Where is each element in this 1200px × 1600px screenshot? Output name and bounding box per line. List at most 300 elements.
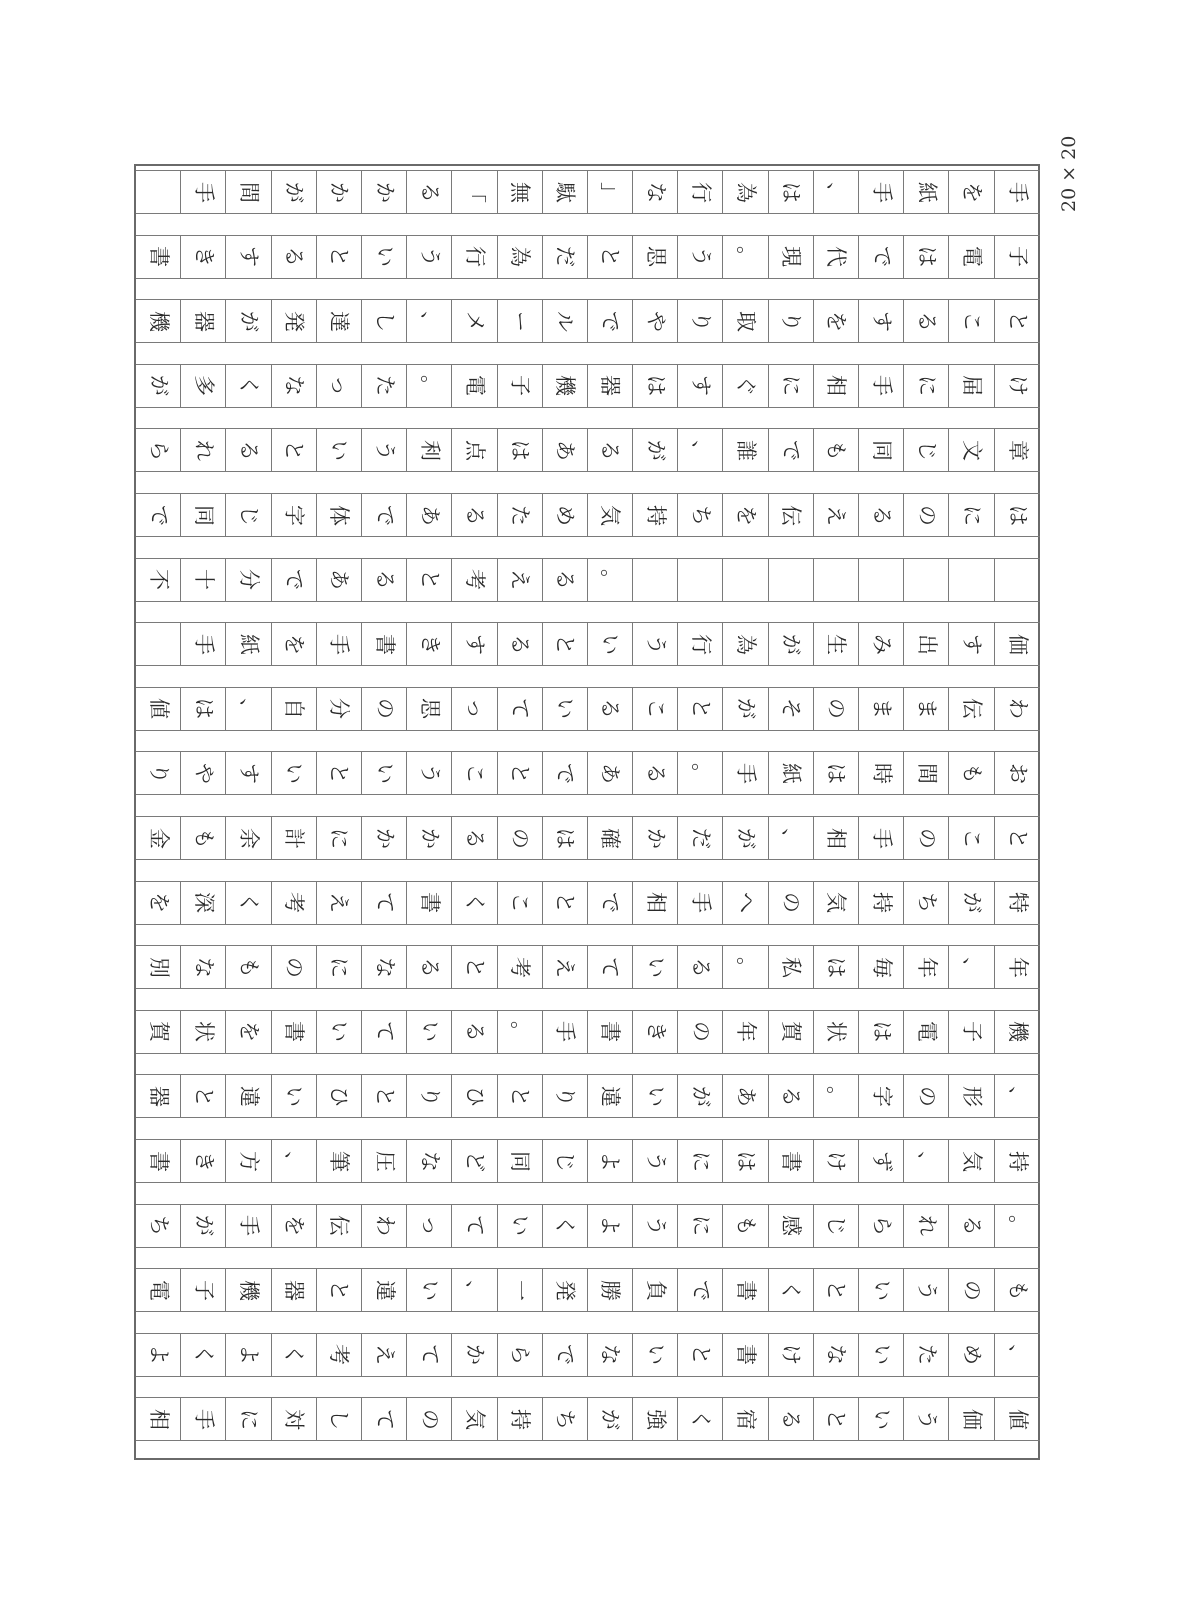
cell-character: く — [282, 1344, 307, 1366]
cell-character: 器 — [598, 375, 623, 397]
cell-character: け — [779, 1344, 804, 1366]
cell-character: す — [869, 310, 894, 332]
grid-cell — [317, 687, 362, 731]
grid-cell — [407, 816, 452, 860]
grid-cell — [452, 1139, 497, 1183]
grid-cell — [362, 881, 407, 925]
grid-cell — [272, 1010, 317, 1054]
grid-cell — [226, 1333, 271, 1377]
grid-cell — [362, 493, 407, 537]
cell-character: う — [643, 1150, 668, 1172]
cell-character: に — [688, 1150, 713, 1172]
grid-cell — [588, 1074, 633, 1118]
grid-cell — [723, 945, 768, 989]
grid-cell — [995, 1268, 1040, 1312]
cell-character: け — [824, 1150, 849, 1172]
grid-cell — [769, 428, 814, 472]
grid-cell — [226, 816, 271, 860]
cell-character: え — [327, 892, 352, 914]
cell-character: っ — [462, 698, 487, 720]
cell-character: を — [282, 1215, 307, 1237]
cell-character: る — [417, 956, 442, 978]
cell-character: 筆 — [327, 1150, 352, 1172]
grid-cell — [588, 299, 633, 343]
grid-cell — [814, 687, 859, 731]
grid-row — [136, 558, 1040, 602]
cell-character: き — [191, 246, 216, 268]
grid-cell — [136, 1397, 181, 1441]
cell-character: 書 — [598, 1021, 623, 1043]
grid-cell — [588, 493, 633, 537]
cell-character: と — [372, 1085, 397, 1107]
grid-cell — [226, 881, 271, 925]
cell-character: 考 — [508, 956, 533, 978]
grid-cell — [633, 428, 678, 472]
cell-character: き — [417, 633, 442, 655]
cell-character: と — [417, 569, 442, 591]
grid-cell — [226, 1139, 271, 1183]
grid-cell — [814, 1074, 859, 1118]
grid-cell — [272, 299, 317, 343]
cell-character: じ — [236, 504, 261, 526]
cell-character: し — [372, 310, 397, 332]
grid-cell — [226, 235, 271, 279]
cell-character: 分 — [236, 569, 261, 591]
grid-cell — [814, 751, 859, 795]
grid-cell — [723, 816, 768, 860]
grid-cell — [904, 170, 949, 214]
grid-cell — [407, 1204, 452, 1248]
cell-character: れ — [914, 1215, 939, 1237]
grid-cell — [995, 428, 1040, 472]
grid-cell — [452, 1268, 497, 1312]
cell-character: か — [372, 827, 397, 849]
grid-cell — [226, 622, 271, 666]
grid-cell — [317, 299, 362, 343]
cell-character: 書 — [734, 1279, 759, 1301]
grid-cell — [498, 1268, 543, 1312]
cell-character: お — [1005, 762, 1030, 784]
grid-cell — [226, 945, 271, 989]
grid-cell — [317, 1010, 362, 1054]
grid-cell — [949, 1010, 994, 1054]
grid-cell — [407, 364, 452, 408]
cell-character: と — [327, 762, 352, 784]
grid-cell — [904, 299, 949, 343]
grid-cell — [407, 1268, 452, 1312]
cell-character: 十 — [191, 569, 216, 591]
grid-cell — [995, 299, 1040, 343]
cell-character: 勝 — [598, 1279, 623, 1301]
grid-cell — [362, 622, 407, 666]
cell-character: て — [462, 1215, 487, 1237]
grid-cell — [995, 945, 1040, 989]
cell-character: い — [417, 1021, 442, 1043]
grid-row — [136, 1139, 1040, 1183]
cell-character: 発 — [282, 310, 307, 332]
cell-character: い — [869, 1344, 894, 1366]
grid-cell — [814, 364, 859, 408]
grid-cell — [588, 751, 633, 795]
cell-character: と — [191, 1085, 216, 1107]
grid-cell — [181, 816, 226, 860]
cell-character: 電 — [462, 375, 487, 397]
grid-cell — [181, 622, 226, 666]
grid-cell — [181, 1333, 226, 1377]
cell-character: す — [236, 246, 261, 268]
cell-character: 、 — [1005, 1085, 1030, 1107]
cell-character: あ — [734, 1085, 759, 1107]
grid-cell — [362, 299, 407, 343]
grid-cell — [407, 493, 452, 537]
grid-cell — [814, 170, 859, 214]
grid-cell — [498, 945, 543, 989]
cell-character: り — [779, 310, 804, 332]
cell-character: た — [508, 504, 533, 526]
cell-character: が — [779, 633, 804, 655]
cell-character: 届 — [959, 375, 984, 397]
cell-character: 持 — [1005, 1150, 1030, 1172]
manuscript-grid — [134, 164, 1040, 1460]
grid-cell — [317, 1139, 362, 1183]
cell-character: が — [191, 1215, 216, 1237]
cell-character: か — [417, 827, 442, 849]
grid-cell — [949, 622, 994, 666]
grid-row — [136, 945, 1040, 989]
cell-character: 手 — [869, 375, 894, 397]
cell-character: 行 — [462, 246, 487, 268]
cell-character: う — [688, 246, 713, 268]
cell-character: 機 — [1005, 1021, 1030, 1043]
grid-cell — [317, 170, 362, 214]
cell-character: た — [914, 1344, 939, 1366]
cell-character: ど — [462, 1150, 487, 1172]
cell-character: が — [643, 439, 668, 461]
cell-character: だ — [688, 827, 713, 849]
cell-character: 時 — [869, 762, 894, 784]
grid-cell — [136, 751, 181, 795]
cell-character: い — [282, 1085, 307, 1107]
grid-cell — [769, 1074, 814, 1118]
cell-character: 為 — [508, 246, 533, 268]
grid-cell — [588, 170, 633, 214]
cell-character: と — [824, 1279, 849, 1301]
grid-cell — [317, 1333, 362, 1377]
cell-character: を — [734, 504, 759, 526]
cell-character: の — [914, 827, 939, 849]
grid-cell — [407, 1074, 452, 1118]
cell-character: 気 — [959, 1150, 984, 1172]
grid-cell — [452, 1010, 497, 1054]
cell-character: 電 — [146, 1279, 171, 1301]
grid-cell — [136, 299, 181, 343]
cell-character: 方 — [236, 1150, 261, 1172]
grid-cell — [769, 235, 814, 279]
cell-character: な — [824, 1344, 849, 1366]
cell-character: が — [734, 827, 759, 849]
grid-cell — [723, 558, 768, 602]
grid-row — [136, 816, 1040, 860]
grid-cell — [272, 170, 317, 214]
grid-cell — [949, 751, 994, 795]
cell-character: 。 — [824, 1085, 849, 1107]
cell-character: い — [372, 246, 397, 268]
grid-cell — [498, 751, 543, 795]
grid-cell — [904, 816, 949, 860]
grid-cell — [588, 1268, 633, 1312]
grid-cell — [407, 1397, 452, 1441]
cell-character: と — [508, 762, 533, 784]
cell-character: を — [236, 1021, 261, 1043]
grid-cell — [995, 687, 1040, 731]
grid-cell — [995, 1333, 1040, 1377]
grid-cell — [543, 1268, 588, 1312]
grid-cell — [362, 1268, 407, 1312]
grid-cell — [543, 622, 588, 666]
grid-cell — [633, 687, 678, 731]
cell-character: 毎 — [869, 956, 894, 978]
grid-cell — [588, 1333, 633, 1377]
cell-character: 。 — [734, 956, 759, 978]
cell-character: く — [462, 892, 487, 914]
grid-cell — [995, 364, 1040, 408]
cell-character: で — [282, 569, 307, 591]
cell-character: い — [643, 956, 668, 978]
cell-character: 深 — [191, 892, 216, 914]
grid-cell — [814, 1397, 859, 1441]
grid-cell — [859, 1397, 904, 1441]
grid-cell — [588, 816, 633, 860]
cell-character: そ — [779, 698, 804, 720]
cell-character: る — [553, 569, 578, 591]
cell-character: る — [598, 439, 623, 461]
grid-cell — [136, 493, 181, 537]
grid-cell — [543, 299, 588, 343]
cell-character: か — [643, 827, 668, 849]
cell-character: と — [462, 956, 487, 978]
cell-character: る — [779, 1408, 804, 1430]
cell-character: 確 — [598, 827, 623, 849]
cell-character: り — [417, 1085, 442, 1107]
cell-character: メ — [462, 310, 487, 332]
grid-cell — [543, 1010, 588, 1054]
grid-cell — [678, 493, 723, 537]
cell-character: と — [598, 246, 623, 268]
cell-character: 。 — [1005, 1215, 1030, 1237]
cell-character: 発 — [553, 1279, 578, 1301]
cell-character: を — [959, 181, 984, 203]
cell-character: も — [191, 827, 216, 849]
grid-cell — [949, 1268, 994, 1312]
cell-character: で — [598, 310, 623, 332]
grid-cell — [723, 751, 768, 795]
cell-character: 間 — [236, 181, 261, 203]
grid-cell — [904, 364, 949, 408]
cell-character: う — [643, 1215, 668, 1237]
cell-character: ひ — [462, 1085, 487, 1107]
cell-character: は — [824, 956, 849, 978]
grid-cell — [317, 1204, 362, 1248]
grid-cell — [136, 816, 181, 860]
cell-character: 機 — [553, 375, 578, 397]
grid-cell — [678, 1204, 723, 1248]
grid-cell — [814, 1204, 859, 1248]
grid-cell — [498, 493, 543, 537]
cell-character — [148, 634, 169, 655]
grid-cell — [633, 1204, 678, 1248]
cell-character: 書 — [417, 892, 442, 914]
grid-cell — [272, 428, 317, 472]
grid-cell — [678, 622, 723, 666]
cell-character: 値 — [146, 698, 171, 720]
grid-cell — [498, 299, 543, 343]
cell-character: 子 — [959, 1021, 984, 1043]
cell-character: 字 — [282, 504, 307, 526]
grid-cell — [995, 1139, 1040, 1183]
grid-cell — [362, 945, 407, 989]
cell-character: ー — [508, 310, 533, 332]
cell-character: に — [959, 504, 984, 526]
cell-character: の — [779, 892, 804, 914]
cell-character: て — [372, 892, 397, 914]
grid-cell — [859, 364, 904, 408]
cell-character: や — [643, 310, 668, 332]
cell-character: は — [869, 1021, 894, 1043]
grid-cell — [317, 945, 362, 989]
cell-character: 持 — [508, 1408, 533, 1430]
grid-cell — [995, 235, 1040, 279]
grid-cell — [588, 428, 633, 472]
grid-cell — [452, 1204, 497, 1248]
cell-character: 値 — [1005, 1408, 1030, 1430]
cell-character: ル — [553, 310, 578, 332]
grid-cell — [769, 945, 814, 989]
cell-character: ぐ — [734, 375, 759, 397]
grid-cell — [498, 881, 543, 925]
cell-character: で — [779, 439, 804, 461]
grid-cell — [949, 170, 994, 214]
grid-cell — [723, 170, 768, 214]
cell-character: と — [824, 1408, 849, 1430]
grid-cell — [272, 235, 317, 279]
grid-cell — [859, 428, 904, 472]
cell-character: っ — [417, 1215, 442, 1237]
grid-cell — [317, 1268, 362, 1312]
cell-character: に — [236, 1408, 261, 1430]
grid-row — [136, 881, 1040, 925]
cell-character: 、 — [417, 310, 442, 332]
grid-cell — [136, 622, 181, 666]
cell-character: は — [191, 698, 216, 720]
grid-cell — [452, 493, 497, 537]
grid-cell — [362, 364, 407, 408]
grid-cell — [678, 1139, 723, 1183]
grid-cell — [317, 751, 362, 795]
cell-character: 対 — [282, 1408, 307, 1430]
cell-character: 、 — [282, 1150, 307, 1172]
cell-character: 手 — [191, 1408, 216, 1430]
grid-cell — [498, 364, 543, 408]
cell-character: を — [146, 892, 171, 914]
grid-cell — [678, 428, 723, 472]
grid-cell — [723, 622, 768, 666]
grid-cell — [723, 1397, 768, 1441]
grid-cell — [904, 428, 949, 472]
cell-character: 宿 — [734, 1408, 759, 1430]
grid-cell — [949, 493, 994, 537]
grid-cell — [407, 687, 452, 731]
cell-character: で — [553, 762, 578, 784]
cell-character: り — [688, 310, 713, 332]
grid-cell — [995, 170, 1040, 214]
grid-cell — [362, 1333, 407, 1377]
grid-cell — [995, 751, 1040, 795]
grid-cell — [588, 364, 633, 408]
cell-character: る — [598, 698, 623, 720]
cell-character: る — [462, 1021, 487, 1043]
grid-cell — [678, 751, 723, 795]
cell-character: 達 — [327, 310, 352, 332]
grid-cell — [498, 687, 543, 731]
grid-cell — [362, 1139, 407, 1183]
cell-character: 器 — [191, 310, 216, 332]
cell-character: 点 — [462, 439, 487, 461]
grid-cell — [859, 235, 904, 279]
grid-cell — [633, 364, 678, 408]
cell-character: 現 — [779, 246, 804, 268]
grid-cell — [452, 945, 497, 989]
grid-cell — [543, 881, 588, 925]
grid-cell — [588, 1139, 633, 1183]
grid-cell — [904, 1204, 949, 1248]
cell-character: 年 — [1005, 956, 1030, 978]
grid-cell — [362, 235, 407, 279]
grid-cell — [949, 1139, 994, 1183]
grid-cell — [498, 1139, 543, 1183]
cell-character: 手 — [191, 181, 216, 203]
grid-cell — [904, 687, 949, 731]
cell-character: 書 — [779, 1150, 804, 1172]
grid-cell — [769, 170, 814, 214]
cell-character: ち — [146, 1215, 171, 1237]
grid-cell — [407, 945, 452, 989]
grid-cell — [904, 235, 949, 279]
cell-character: 価 — [959, 1408, 984, 1430]
cell-character: は — [1005, 504, 1030, 526]
cell-character: る — [282, 246, 307, 268]
cell-character: 為 — [734, 633, 759, 655]
cell-character: 無 — [508, 181, 533, 203]
grid-cell — [633, 558, 678, 602]
grid-cell — [181, 235, 226, 279]
cell-character: う — [914, 1279, 939, 1301]
grid-cell — [769, 1397, 814, 1441]
grid-row — [136, 299, 1040, 343]
grid-cell — [136, 1010, 181, 1054]
cell-character: 紙 — [779, 762, 804, 784]
cell-character: 書 — [372, 633, 397, 655]
cell-character: 同 — [869, 439, 894, 461]
grid-cell — [633, 622, 678, 666]
cell-character: が — [688, 1085, 713, 1107]
cell-character: の — [824, 698, 849, 720]
cell-character: し — [327, 1408, 352, 1430]
grid-cell — [678, 687, 723, 731]
grid-cell — [543, 364, 588, 408]
cell-character: は — [779, 181, 804, 203]
cell-character: 手 — [734, 762, 759, 784]
grid-cell — [904, 1010, 949, 1054]
